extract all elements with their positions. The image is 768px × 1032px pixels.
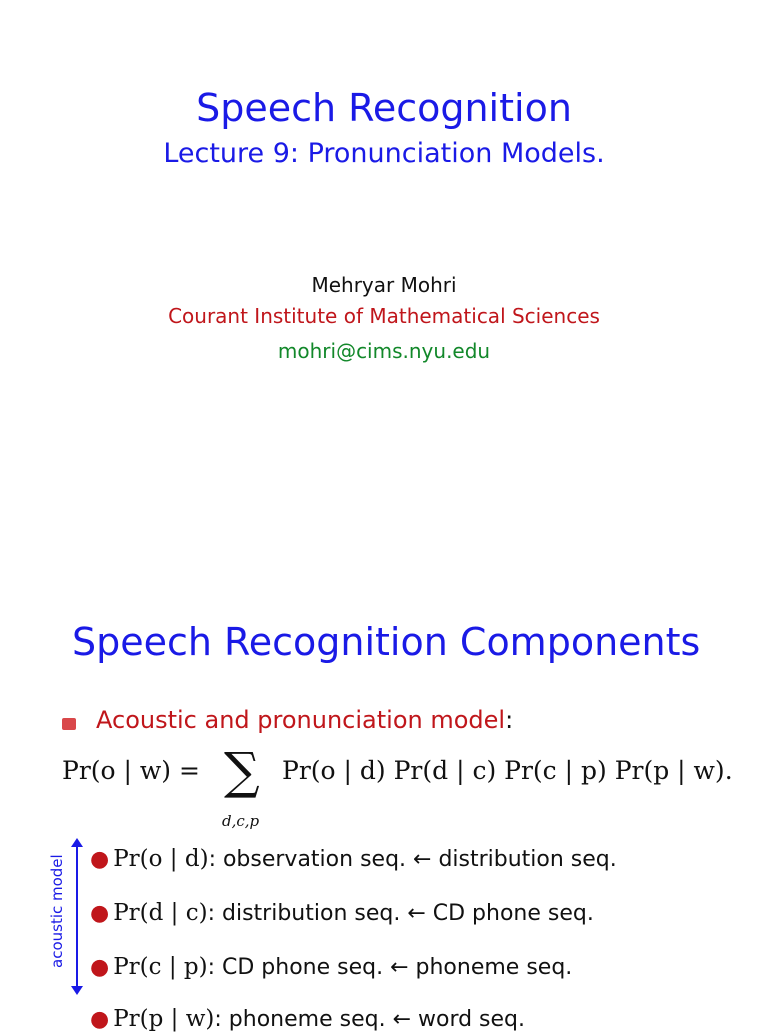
probability-expression: Pr(p | w) (113, 1006, 215, 1032)
slide-title: Speech Recognition (196, 86, 572, 130)
probability-expression: Pr(c | p) (113, 954, 208, 980)
bullet-heading-colon: : (505, 706, 514, 734)
slide-subtitle: Lecture 9: Pronunciation Models. (163, 138, 605, 169)
acoustic-model-label: acoustic model (48, 854, 66, 968)
probability-expression: Pr(o | d) (113, 846, 209, 872)
formula-lhs: Pr(o | w) = (62, 756, 200, 785)
item-description: : observation seq. ← distribution seq. (208, 847, 617, 872)
slide-title: Speech Recognition Components (72, 620, 701, 664)
formula-rhs: Pr(o | d) Pr(d | c) Pr(c | p) Pr(p | w). (282, 756, 733, 785)
author-name: Mehryar Mohri (311, 273, 457, 297)
item-description: : CD phone seq. ← phoneme seq. (207, 955, 573, 980)
institution-name: Courant Institute of Mathematical Sciences (168, 304, 600, 328)
list-item (90, 846, 617, 872)
bullet-dot-icon: ● (90, 1007, 110, 1032)
square-bullet-icon (62, 718, 76, 730)
bullet-heading-text: Acoustic and pronunciation model (96, 706, 506, 734)
author-email: mohri@cims.nyu.edu (277, 339, 491, 363)
item-description: : phoneme seq. ← word seq. (214, 1007, 526, 1032)
list-item (90, 1006, 525, 1032)
item-description: : distribution seq. ← CD phone seq. (207, 901, 594, 926)
components-slide (0, 560, 768, 1032)
bracket-line (76, 842, 78, 990)
bullet-dot-icon: ● (90, 901, 110, 926)
bullet-dot-icon: ● (90, 955, 110, 980)
list-item (90, 954, 572, 980)
bullet-heading (96, 706, 513, 734)
arrow-up-icon (71, 838, 83, 847)
summation-symbol: ∑ (224, 742, 260, 800)
arrow-down-icon (71, 986, 83, 995)
list-item (90, 900, 594, 926)
probability-expression: Pr(d | c) (113, 900, 208, 926)
bullet-dot-icon: ● (90, 847, 110, 872)
summation-subscript: d,c,p (222, 812, 260, 830)
